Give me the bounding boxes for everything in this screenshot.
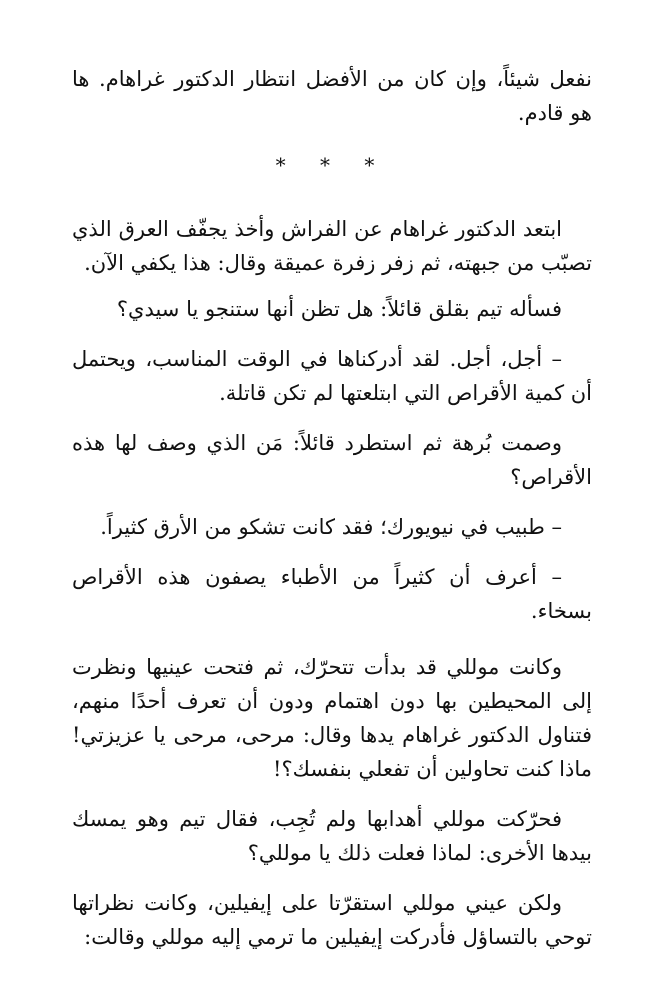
paragraph: ابتعد الدكتور غراهام عن الفراش وأخذ يجفّف العرق الذي تصبّب من جبهته، ثم زفر زفرة عميقة وقال: هذا يكفي الآن. bbox=[72, 217, 592, 275]
paragraph: فحرّكت موللي أهدابها ولم تُجِب، فقال تيم وهو يمسك بيدها الأخرى: لماذا فعلت ذلك يا موللي؟ bbox=[72, 807, 592, 865]
paragraph: فسأله تيم بقلق قائلاً: هل تظن أنها ستنجو يا سيدي؟ bbox=[116, 297, 562, 321]
section-separator: * * * bbox=[275, 153, 389, 177]
book-page bbox=[72, 62, 592, 954]
paragraph-continuation: نفعل شيئاً، وإن كان من الأفضل انتظار الدكتور غراهام. ها هو قادم. bbox=[72, 67, 592, 125]
paragraph: وكانت موللي قد بدأت تتحرّك، ثم فتحت عينيها ونظرت إلى المحيطين بها دون اهتمام ودون أن تعرف أحدًا منهم، فتناول الدكتور غراهام يدها وقال: مرحى، مرحى يا عزيزتي! ماذا كنت تحاولين أن تفعلي بنفسك؟! bbox=[72, 655, 592, 781]
paragraph: وصمت بُرهة ثم استطرد قائلاً: مَن الذي وصف لها هذه الأقراص؟ bbox=[72, 431, 592, 489]
paragraph: – أعرف أن كثيراً من الأطباء يصفون هذه الأقراص بسخاء. bbox=[72, 565, 592, 623]
paragraph: ولكن عيني موللي استقرّتا على إيفيلين، وكانت نظراتها توحي بالتساؤل فأدركت إيفيلين ما ترمي إليه موللي وقالت: bbox=[72, 891, 592, 949]
paragraph: – طبيب في نيويورك؛ فقد كانت تشكو من الأرق كثيراً. bbox=[100, 515, 562, 539]
paragraph: – أجل، أجل. لقد أدركناها في الوقت المناسب، ويحتمل أن كمية الأقراص التي ابتلعتها لم تكن قاتلة. bbox=[72, 347, 592, 405]
